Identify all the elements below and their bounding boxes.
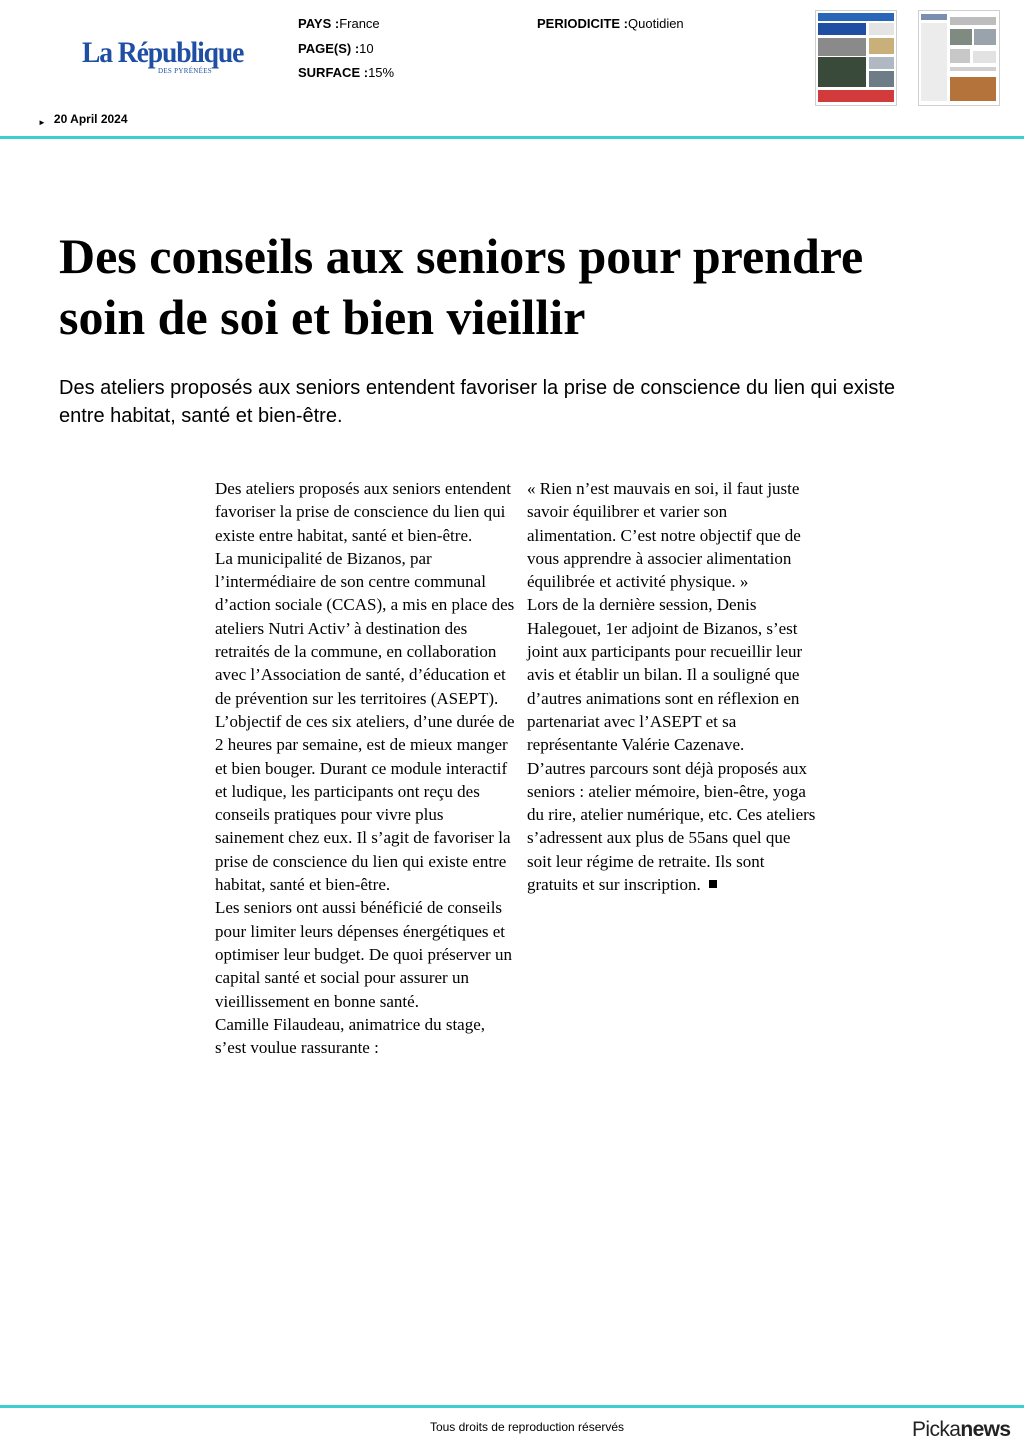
brand-part-a: Picka [912, 1418, 961, 1441]
header-divider [0, 136, 1024, 139]
meta-periodicite-label: PERIODICITE : [537, 16, 629, 31]
newspaper-logo: La République [82, 36, 244, 69]
meta-periodicite [537, 17, 684, 30]
article-paragraph: « Rien n’est mauvais en soi, il faut juste savoir équilibrer et varier son alimentation. C’est notre objectif que de vous apprendre à associer alimentation équilibrée et activité physique. » [527, 479, 801, 592]
pickanews-logo [912, 1418, 1010, 1442]
publication-date [38, 112, 128, 126]
article-paragraph: Camille Filaudeau, animatrice du stage, s’est voulue rassurante : [215, 1014, 486, 1058]
meta-pays [298, 17, 380, 30]
meta-pages-value: 10 [359, 41, 374, 56]
article-paragraph: Les seniors ont aussi bénéficié de conseils pour limiter leurs dépenses énergétiques et optimiser leur budget. De quoi préserver un capital santé et social pour assurer un vieillissement en bonne santé. [215, 898, 512, 1011]
newspaper-logo-sub: DES PYRÉNÉES [158, 67, 212, 75]
inner-page-thumbnail[interactable] [918, 10, 1000, 106]
article-paragraph: La municipalité de Bizanos, par l’intermédiaire de son centre communal d’action sociale (CCAS), a mis en place des ateliers Nutri Activ’ à destination des retraités de la commune, en collaboration avec l’Association de santé, d’éducation et de prévention sur les territoires (ASEPT). [215, 548, 515, 708]
meta-pages-label: PAGE(S) : [298, 41, 360, 56]
article-headline: Des conseils aux seniors pour prendre soin de soi et bien vieillir [59, 228, 864, 345]
meta-pays-value: France [339, 16, 380, 31]
front-page-thumbnail[interactable] [815, 10, 897, 106]
meta-pages [298, 42, 374, 55]
article-paragraph: Lors de la dernière session, Denis Halegouet, 1er adjoint de Bizanos, s’est joint aux participants pour recueillir leur avis et établir un bilan. Il a souligné que d’autres animations sont en réflexion en partenariat avec l’ASEPT et sa représentante Valérie Cazenave. [527, 595, 803, 755]
article-paragraph-text: D’autres parcours sont déjà proposés aux seniors : atelier mémoire, bien-être, yoga du rire, atelier numérique, etc. Ces ateliers s’adressent aux plus de 55ans quel que soit leur régime de retraite. Ils sont gratuits et sur inscription. [527, 758, 816, 895]
article-paragraph: L’objectif de ces six ateliers, d’une durée de 2 heures par semaine, est de mieux manger et bien bouger. Durant ce module interactif et ludique, les participants ont reçu des conseils pratiques pour vivre plus sainement chez eux. Il s’agit de favoriser la prise de conscience du lien qui existe entre habitat, santé et bien-être. [215, 711, 515, 895]
article-lead: Des ateliers proposés aux seniors entendent favoriser la prise de conscience du lien qui existe entre habitat, santé et bien-être. [59, 377, 896, 427]
meta-surface-value: 15% [368, 65, 395, 80]
triangle-bullet-icon: ► [38, 118, 46, 127]
meta-surface [298, 66, 394, 79]
brand-part-b: news [960, 1418, 1011, 1441]
meta-periodicite-value: Quotidien [628, 16, 684, 31]
meta-pays-label: PAYS : [298, 16, 340, 31]
copyright-notice: Tous droits de reproduction réservés [429, 1420, 625, 1434]
article-paragraph [527, 757, 819, 897]
publication-date-text: 20 April 2024 [53, 112, 128, 126]
article-paragraph: Des ateliers proposés aux seniors entendent favoriser la prise de conscience du lien qui existe entre habitat, santé et bien-être. [215, 479, 511, 545]
article-column-1 [215, 477, 515, 1059]
article-column-2 [527, 477, 819, 896]
meta-surface-label: SURFACE : [298, 65, 369, 80]
footer-divider [0, 1405, 1024, 1408]
end-mark-icon [709, 880, 717, 888]
